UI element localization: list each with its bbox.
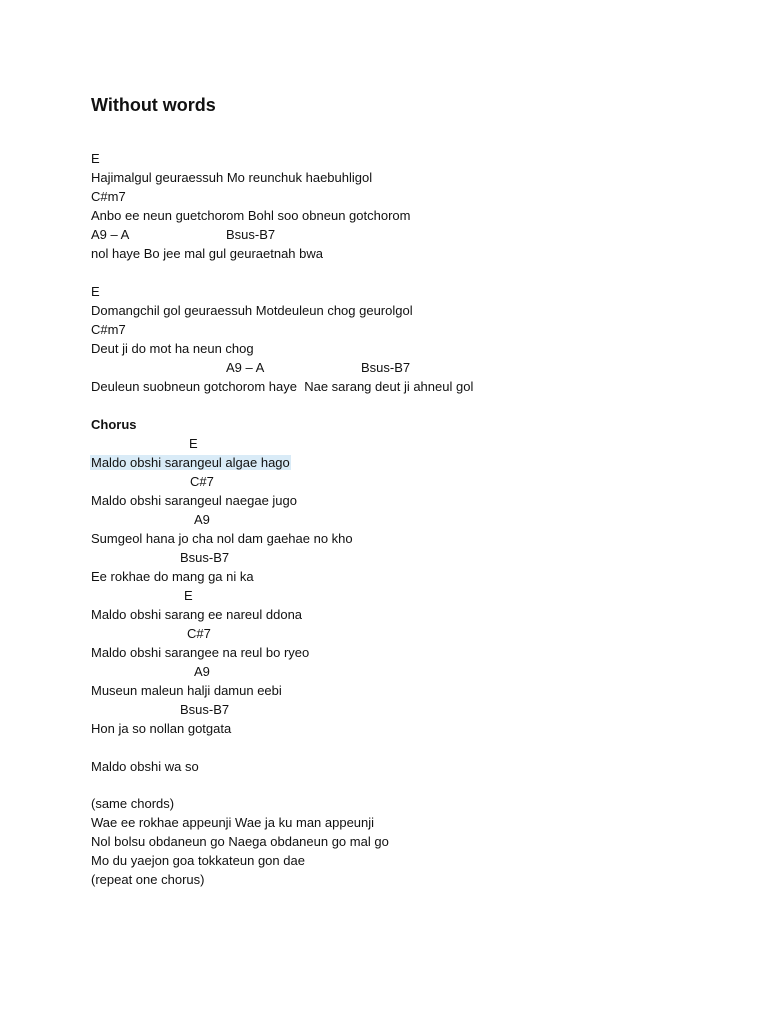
lyric-line: Nol bolsu obdaneun go Naega obdaneun go mal go [91, 834, 389, 849]
chord-line: A9 [194, 664, 210, 679]
lyric-line: Hon ja so nollan gotgata [91, 721, 232, 736]
chorus-heading: Chorus [91, 417, 137, 432]
lyric-line: Wae ee rokhae appeunji Wae ja ku man appeunji [91, 815, 375, 830]
lyric-line: Maldo obshi sarangeul naegae jugo [91, 493, 297, 508]
chord-line: A9 – A [226, 360, 265, 375]
lyric-line: Sumgeol hana jo cha nol dam gaehae no kho [91, 531, 353, 546]
lyric-line: Anbo ee neun guetchorom Bohl soo obneun gotchorom [91, 208, 411, 223]
chord-line: C#7 [190, 474, 214, 489]
song-title: Without words [91, 95, 216, 115]
chord-line: Bsus-B7 [361, 360, 411, 375]
chord-line: C#m7 [91, 322, 126, 337]
lyric-line: Maldo obshi wa so [91, 759, 199, 774]
chord-line: E [91, 151, 100, 166]
chord-line: E [184, 588, 193, 603]
lyric-line-highlighted [90, 454, 291, 472]
note-line: (repeat one chorus) [91, 872, 205, 887]
lyric-line: Museun maleun halji damun eebi [91, 683, 282, 698]
chord-line: E [189, 436, 198, 451]
chord-line: Bsus-B7 [180, 550, 230, 565]
lyric-line: Deuleun suobneun gotchorom haye Nae sarang deut ji ahneul gol [91, 379, 474, 394]
lyric-line: Domangchil gol geuraessuh Motdeuleun chog geurolgol [91, 303, 413, 318]
note-line: (same chords) [91, 796, 175, 811]
chord-line: Bsus-B7 [226, 227, 276, 242]
chord-line: A9 [194, 512, 210, 527]
chord-line: Bsus-B7 [180, 702, 230, 717]
chord-line: C#7 [187, 626, 211, 641]
lyric-line: Maldo obshi sarangee na reul bo ryeo [91, 645, 310, 660]
lyric-line: nol haye Bo jee mal gul geuraetnah bwa [91, 246, 323, 261]
chord-line: E [91, 284, 100, 299]
lyric-line: Maldo obshi sarang ee nareul ddona [91, 607, 303, 622]
lyric-line: Ee rokhae do mang ga ni ka [91, 569, 254, 584]
chord-line: C#m7 [91, 189, 126, 204]
text-highlight: Maldo obshi sarangeul algae hago [91, 455, 290, 470]
lyric-line: Hajimalgul geuraessuh Mo reunchuk haebuhligol [91, 170, 373, 185]
lyric-line: Mo du yaejon goa tokkateun gon dae [91, 853, 305, 868]
chord-line: A9 – A [91, 227, 130, 242]
lyric-line: Deut ji do mot ha neun chog [91, 341, 254, 356]
